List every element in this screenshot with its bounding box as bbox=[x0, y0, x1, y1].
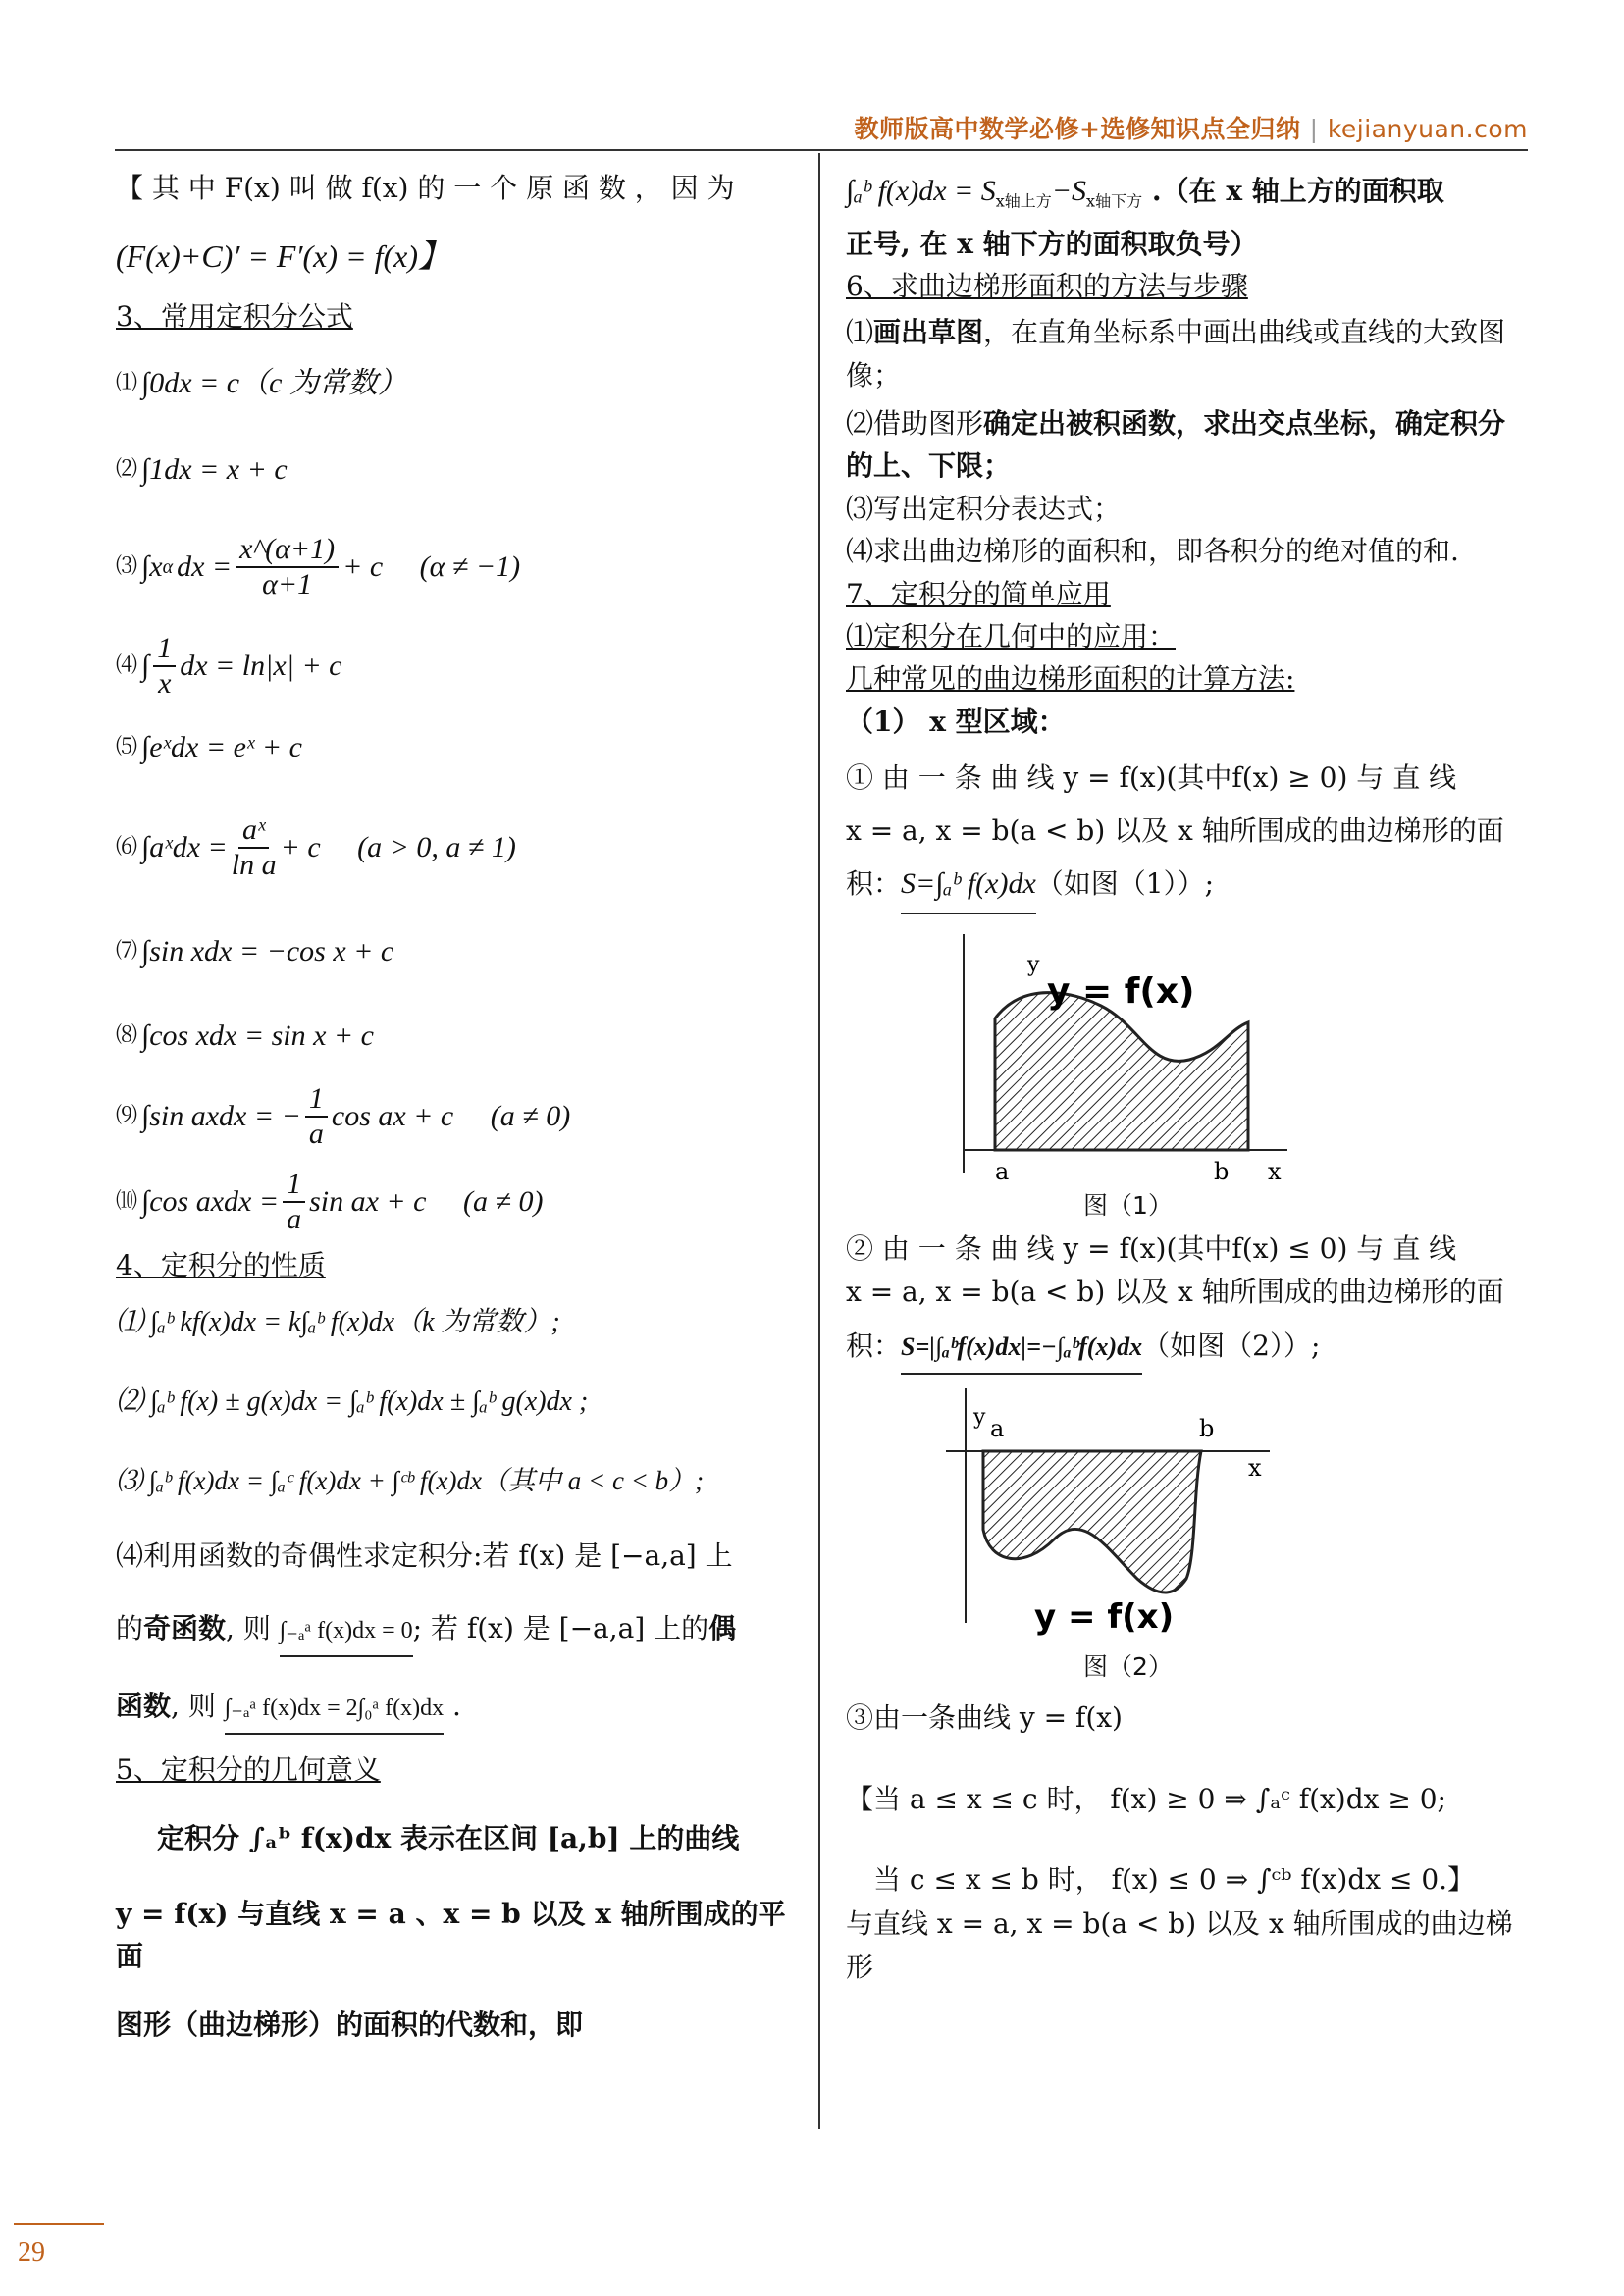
a-label: a bbox=[995, 1158, 1010, 1186]
formula-6: ⑹ ∫aˣdx = $\frac{\text{aˣ}}{\text{ln a}}$ + c (a > 0, a ≠ 1) bbox=[116, 812, 516, 882]
header-separator: | bbox=[1309, 115, 1319, 143]
x-axis-label: x bbox=[1248, 1454, 1262, 1483]
left-column bbox=[116, 153, 793, 2046]
fraction: $\frac{1}{x}$ bbox=[153, 632, 176, 702]
fraction: $\frac{\text{aˣ}}{\text{ln a}}$ bbox=[231, 812, 277, 882]
formula-9: ⑼ ∫sin axdx = − $\frac{1}{a}$ cos ax + c (a ≠ 0) bbox=[116, 1081, 571, 1151]
intro-line-2: (F(x)+C)′ = F′(x) = f(x)】 bbox=[116, 238, 449, 275]
y-axis-label: y bbox=[1027, 953, 1040, 978]
y-axis-label: y bbox=[973, 1405, 986, 1431]
figure-1 bbox=[846, 922, 1528, 1226]
curve-label: y = f(x) bbox=[1047, 971, 1195, 1013]
formula-2: ⑵ ∫1dx = x + c bbox=[116, 453, 288, 487]
geometric-meaning-line-2: y = f(x) 与直线 x = a 、x = b 以及 x 轴所围成的平面 bbox=[116, 1897, 786, 1973]
x-axis-label: x bbox=[1268, 1158, 1282, 1186]
running-header bbox=[855, 110, 1529, 145]
fraction: $\frac{1}{a}$ bbox=[305, 1082, 328, 1152]
property-3: ⑶ ∫ₐᵇ f(x)dx = ∫ₐᶜ f(x)dx + ∫ᶜᵇ f(x)dx（其中 a < c < b）; bbox=[116, 1465, 705, 1495]
case-3-line-3: 当 c ≤ x ≤ b 时， f(x) ≤ 0 ⇒ ∫ᶜᵇ f(x)dx ≤ 0.】 bbox=[873, 1862, 1476, 1896]
figure-2-caption: 图（2） bbox=[1083, 1652, 1173, 1682]
formula-10: ⑽ ∫cos axdx = $\frac{1}{a}$ sin ax + c (a ≠ 0) bbox=[116, 1167, 544, 1236]
formula-8: ⑻ ∫cos xdx = sin x + c bbox=[116, 1019, 374, 1053]
area-formula-line: ∫ₐᵇ $f(x)dx = S_{x轴上方}-S_{x轴下方}$ .（在 x 轴上方的面积取 bbox=[846, 175, 1444, 211]
section-7-methods: 几种常见的曲边梯形面积的计算方法: bbox=[846, 662, 1295, 696]
case-1-line-3: 积：S=∫ₐᵇ f(x)dx（如图（1））; bbox=[846, 861, 1528, 915]
curve-label: y = f(x) bbox=[1034, 1597, 1175, 1638]
geometric-meaning-line-1: 定积分 ∫ₐᵇ f(x)dx 表示在区间 [a,b] 上的曲线 bbox=[157, 1821, 740, 1854]
column-divider bbox=[818, 153, 820, 2129]
figure-2 bbox=[846, 1383, 1528, 1687]
section-5-title: 5、定积分的几何意义 bbox=[116, 1753, 381, 1787]
header-rule bbox=[115, 149, 1528, 151]
case-3-line-4: 与直线 x = a, x = b(a < b) 以及 x 轴所围成的曲边梯形 bbox=[846, 1907, 1513, 1983]
b-label: b bbox=[1199, 1415, 1215, 1443]
case-1-line-2: x = a, x = b(a < b) 以及 x 轴所围成的曲边梯形的面 bbox=[846, 813, 1504, 847]
x-type-region: （1） x 型区域： bbox=[846, 704, 1066, 738]
step-1: ⑴画出草图，在直角坐标系中画出曲线或直线的大致图像； bbox=[846, 316, 1506, 391]
step-4: ⑷求出曲边梯形的面积和，即各积分的绝对值的和. bbox=[846, 535, 1459, 568]
header-title: 教师版高中数学必修+选修知识点全归纳 bbox=[854, 115, 1301, 143]
section-3-title: 3、常用定积分公式 bbox=[116, 299, 353, 333]
case-3-line-2: 【当 a ≤ x ≤ c 时， f(x) ≥ 0 ⇒ ∫ₐᶜ f(x)dx ≥ 0; bbox=[846, 1783, 1446, 1816]
property-4-line-2: 的奇函数, 则 ∫₋ₐᵃ f(x)dx = 0; 若 f(x) 是 [−a,a] 上的偶 bbox=[116, 1607, 793, 1657]
shaded-region bbox=[983, 1451, 1201, 1592]
property-1: ⑴ ∫ₐᵇ kf(x)dx = k∫ₐᵇ f(x)dx（k 为常数）; bbox=[116, 1306, 560, 1337]
case-2-line-2: x = a, x = b(a < b) 以及 x 轴所围成的曲边梯形的面 bbox=[846, 1275, 1504, 1308]
b-label: b bbox=[1214, 1158, 1230, 1186]
section-7-title: 7、定积分的简单应用 bbox=[846, 577, 1111, 610]
intro-line-1: 【 其 中 F(x) 叫 做 f(x) 的 一 个 原 函 数 ， 因 为 bbox=[116, 172, 735, 204]
case-1-line-1: ① 由 一 条 曲 线 y = f(x)(其中f(x) ≥ 0) 与 直 线 bbox=[846, 761, 1457, 795]
formula-4: ⑷ ∫ $\frac{1}{x}$ dx = ln|x| + c bbox=[116, 631, 342, 701]
geometric-meaning-line-3: 图形（曲边梯形）的面积的代数和，即 bbox=[116, 2008, 584, 2041]
section-4-title: 4、定积分的性质 bbox=[116, 1249, 326, 1282]
formula-1: ⑴ ∫0dx = c（c 为常数） bbox=[116, 367, 407, 400]
case-2-line-3: 积：S=|∫ₐᵇf(x)dx|=−∫ₐᵇf(x)dx（如图（2））; bbox=[846, 1325, 1528, 1375]
case-3-line-1: ③由一条曲线 y = f(x) bbox=[846, 1701, 1123, 1735]
formula-3: ⑶ ∫x α dx = $\frac{x\^{}(\alpha+1)}{\alpha+1}$ + c (α ≠ −1) bbox=[116, 532, 521, 601]
formula-5: ⑸ ∫eˣdx = eˣ + c bbox=[116, 731, 302, 764]
fraction: $\frac{1}{a}$ bbox=[283, 1168, 305, 1237]
step-3: ⑶写出定积分表达式； bbox=[846, 492, 1122, 525]
header-site: kejianyuan.com bbox=[1327, 115, 1528, 143]
figure-2-graph bbox=[936, 1383, 1348, 1643]
area-note-line-2: 正号, 在 x 轴下方的面积取负号） bbox=[846, 227, 1258, 260]
figure-1-graph bbox=[954, 922, 1405, 1187]
shaded-region bbox=[995, 993, 1248, 1150]
section-7-subtitle: ⑴定积分在几何中的应用： bbox=[846, 620, 1177, 653]
figure-1-caption: 图（1） bbox=[1083, 1191, 1173, 1221]
property-4-line-3: 函数, 则 ∫₋ₐᵃ f(x)dx = 2∫₀ᵃ f(x)dx . bbox=[116, 1685, 793, 1735]
a-label: a bbox=[990, 1415, 1005, 1443]
right-column bbox=[846, 153, 1528, 1988]
property-4-line-1: ⑷利用函数的奇偶性求定积分:若 f(x) 是 [−a,a] 上 bbox=[116, 1539, 733, 1573]
page-number-rule bbox=[14, 2223, 104, 2225]
property-2: ⑵ ∫ₐᵇ f(x) ± g(x)dx = ∫ₐᵇ f(x)dx ± ∫ₐᵇ g(x)dx ; bbox=[116, 1386, 589, 1418]
step-2: ⑵借助图形确定出被积函数，求出交点坐标，确定积分的上、下限； bbox=[846, 407, 1506, 483]
section-6-title: 6、求曲边梯形面积的方法与步骤 bbox=[846, 269, 1248, 302]
page-number: 29 bbox=[18, 2237, 45, 2268]
fraction: $\frac{x\^{}(\alpha+1)}{\alpha+1}$ bbox=[236, 533, 339, 602]
case-2-line-1: ② 由 一 条 曲 线 y = f(x)(其中f(x) ≤ 0) 与 直 线 bbox=[846, 1232, 1457, 1266]
formula-7: ⑺ ∫sin xdx = −cos x + c bbox=[116, 935, 394, 968]
